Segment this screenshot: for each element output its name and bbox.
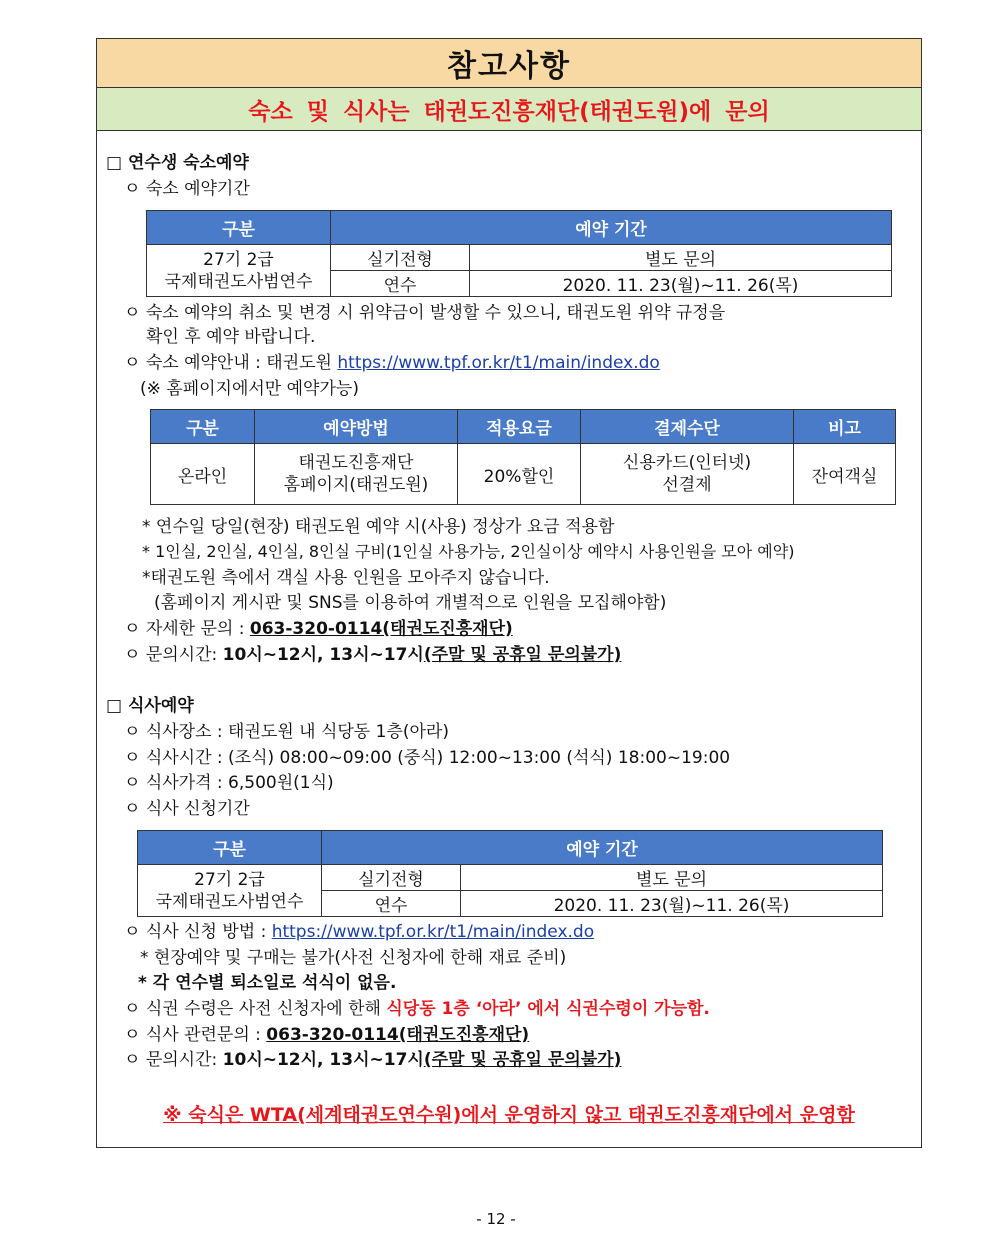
lodging-hours: [124, 644, 621, 666]
method-header-method: 예약방법: [255, 410, 458, 444]
guide-prefix: ㅇ 숙소 예약안내 : 태권도원: [124, 353, 332, 373]
meal-apply: [124, 921, 594, 943]
cancel-line2: 확인 후 예약 바랍니다.: [146, 327, 316, 347]
payment-cell: [581, 444, 794, 505]
operation-notice: ※ 숙식은 WTA(세계태권도연수원)에서 운영하지 않고 태권도진흥재단에서 운영함: [163, 1104, 855, 1126]
lodging-period-table: [146, 210, 892, 297]
lodging-contact-prefix: ㅇ 자세한 문의 :: [124, 619, 250, 639]
meal-program-cell: [138, 865, 322, 917]
meal-contact-value: 063-320-0114(태권도진흥재단): [266, 1025, 530, 1045]
meal-row1-label: 실기전형: [322, 865, 461, 891]
method-header-fee: 적용요금: [458, 410, 581, 444]
method-header-remark: 비고: [794, 410, 896, 444]
program-cell: [147, 245, 331, 297]
program-line1: 27기 2급: [203, 249, 274, 270]
meal-program-line1: 27기 2급: [194, 869, 265, 890]
guide-line: [124, 352, 660, 374]
row2-value: 2020. 11. 23(월)~11. 26(목): [470, 271, 892, 297]
meal-ticket-prefix: ㅇ 식권 수령은 사전 신청자에 한해: [124, 999, 387, 1019]
col-type: 구분: [147, 211, 331, 245]
meal-apply-prefix: ㅇ 식사 신청 방법 :: [124, 922, 272, 942]
method-fee: 20%할인: [458, 444, 581, 505]
meal-hours: [124, 1049, 621, 1071]
meal-hours-value: 10시~12시, 13시~17시: [222, 1050, 424, 1070]
meal-period-table: [137, 830, 883, 917]
method-cell: [255, 444, 458, 505]
method-remark: 잔여객실: [794, 444, 896, 505]
method-header-payment: 결제수단: [581, 410, 794, 444]
meal-ticket-red: 식당동 1층 ‘아라’ 에서 식권수령이 가능함.: [386, 999, 710, 1019]
meal-row2-label: 연수: [322, 891, 461, 917]
lodging-hours-prefix: ㅇ 문의시간:: [124, 645, 223, 665]
meal-row2-value: 2020. 11. 23(월)~11. 26(목): [461, 891, 883, 917]
meal-note1: * 현장예약 및 구매는 불가(사전 신청자에 한해 재료 준비): [140, 948, 567, 968]
meal-place: ㅇ 식사장소 : 태권도원 내 식당동 1층(아라): [124, 722, 449, 742]
meal-col-period: 예약 기간: [322, 831, 883, 865]
page-title: 참고사항: [97, 39, 921, 88]
meal-period-label: ㅇ 식사 신청기간: [124, 799, 250, 819]
lodging-contact: [124, 618, 513, 640]
method-table: [150, 409, 896, 505]
row1-value: 별도 문의: [470, 245, 892, 271]
lodging-note2: * 1인실, 2인실, 4인실, 8인실 구비(1인실 사용가능, 2인실이상 예약시 사용인원을 모아 예약): [142, 542, 795, 561]
lodging-note1: * 연수일 당일(현장) 태권도원 예약 시(사용) 정상가 요금 적용함: [142, 517, 615, 537]
payment-line2: 선결제: [662, 475, 712, 495]
row2-label: 연수: [331, 271, 470, 297]
lodging-note3: *태권도원 측에서 객실 사용 인원을 모아주지 않습니다.: [142, 568, 550, 588]
method-line1: 태권도진흥재단: [298, 453, 414, 473]
col-period: 예약 기간: [331, 211, 892, 245]
meal-row1-value: 별도 문의: [461, 865, 883, 891]
method-header-type: 구분: [151, 410, 255, 444]
meal-time: ㅇ 식사시간 : (조식) 08:00~09:00 (중식) 12:00~13:00 (석식) 18:00~19:00: [124, 748, 731, 768]
meal-hours-prefix: ㅇ 문의시간:: [124, 1050, 223, 1070]
page-subtitle: 숙소 및 식사는 태권도진흥재단(태권도원)에 문의: [97, 88, 921, 131]
guide-note: (※ 홈페이지에서만 예약가능): [140, 379, 359, 399]
method-line2: 홈페이지(태권도원): [283, 475, 429, 495]
program-line2: 국제태권도사범연수: [164, 271, 313, 292]
lodging-heading: □ 연수생 숙소예약: [106, 153, 249, 173]
lodging-note4: (홈페이지 게시판 및 SNS를 이용하여 개별적으로 인원을 모집해야함): [154, 593, 667, 613]
guide-link[interactable]: https://www.tpf.or.kr/t1/main/index.do: [337, 353, 660, 373]
lodging-hours-note: (주말 및 공휴일 문의불가): [423, 645, 622, 665]
payment-line1: 신용카드(인터넷): [622, 453, 752, 473]
page-number: - 12 -: [476, 1210, 516, 1228]
meal-contact: [124, 1024, 529, 1046]
meal-apply-link[interactable]: https://www.tpf.or.kr/t1/main/index.do: [271, 922, 595, 942]
meal-contact-prefix: ㅇ 식사 관련문의 :: [124, 1025, 267, 1045]
cancel-line1: ㅇ 숙소 예약의 취소 및 변경 시 위약금이 발생할 수 있으니, 태권도원 위약 규정을: [124, 303, 726, 323]
lodging-hours-value: 10시~12시, 13시~17시: [222, 645, 424, 665]
meal-hours-note: (주말 및 공휴일 문의불가): [423, 1050, 622, 1070]
meal-program-line2: 국제태권도사범연수: [155, 891, 304, 912]
method-type: 온라인: [151, 444, 255, 505]
meal-note2: * 각 연수별 퇴소일로 석식이 없음.: [138, 973, 397, 993]
lodging-period-label: ㅇ 숙소 예약기간: [124, 179, 250, 199]
meal-ticket: [124, 998, 710, 1020]
lodging-contact-value: 063-320-0114(태권도진흥재단): [249, 619, 513, 639]
row1-label: 실기전형: [331, 245, 470, 271]
meal-col-type: 구분: [138, 831, 322, 865]
meal-price: ㅇ 식사가격 : 6,500원(1식): [124, 773, 334, 793]
meal-heading: □ 식사예약: [106, 696, 194, 716]
